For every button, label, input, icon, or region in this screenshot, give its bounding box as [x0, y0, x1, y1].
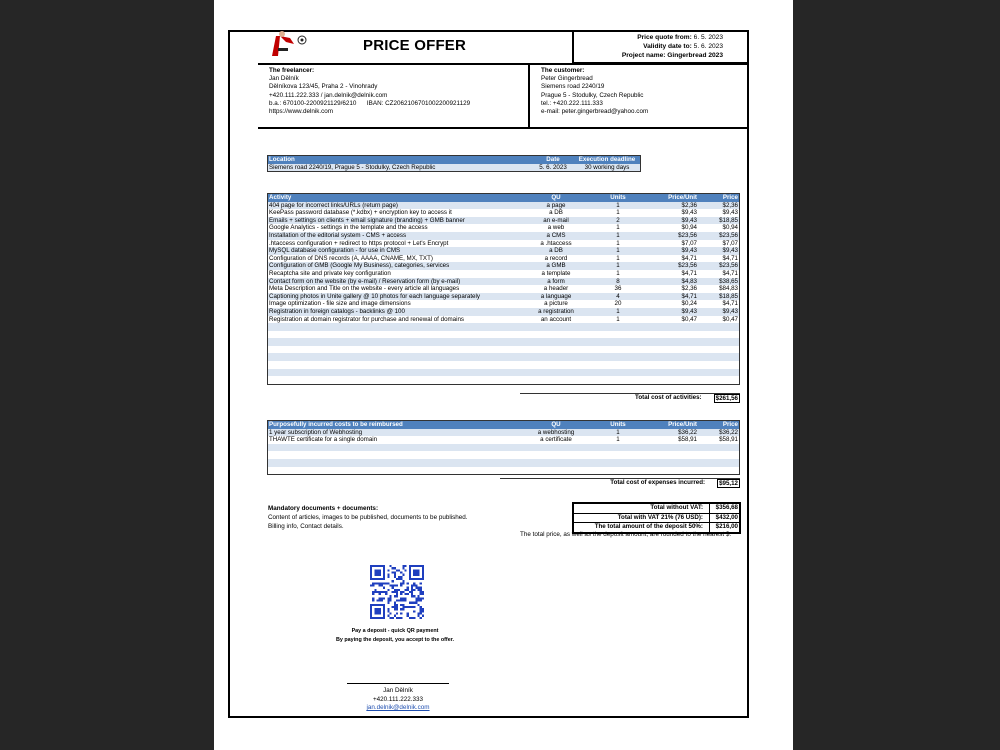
- expense-qu-cell: [520, 451, 592, 459]
- activity-price-cell: $9,43: [698, 247, 740, 255]
- activity-row: [268, 217, 740, 225]
- expense-price-cell: [698, 467, 740, 475]
- expense-row: [268, 429, 740, 437]
- activity-row: [268, 240, 740, 248]
- activity-qu-cell: an account: [520, 316, 592, 324]
- totals-box: [572, 502, 741, 534]
- activity-price-cell: [698, 376, 740, 384]
- activity-units-cell: 4: [592, 293, 644, 301]
- expense-row: [268, 436, 740, 444]
- activity-row: [268, 353, 740, 361]
- activity-description-cell: [268, 331, 521, 339]
- activity-price-unit-cell: $23,56: [644, 232, 698, 240]
- expenses-total-label: Total cost of expenses incurred:: [610, 479, 706, 486]
- activity-units-cell: 1: [592, 224, 644, 232]
- activity-units-cell: 1: [592, 316, 644, 324]
- location-row: [268, 164, 641, 172]
- expense-row: [268, 467, 740, 475]
- activity-price-cell: [698, 323, 740, 331]
- activity-qu-cell: a page: [520, 202, 592, 210]
- activity-price-cell: $2,36: [698, 202, 740, 210]
- rounding-note: The total price, as well as the deposit amount, are rounded to the nearest $.: [520, 531, 732, 538]
- price-unit-header: Price/Unit: [644, 194, 698, 202]
- activity-price-cell: $23,56: [698, 232, 740, 240]
- freelancer-heading: The freelancer:: [269, 67, 315, 74]
- activity-qu-cell: [520, 323, 592, 331]
- activity-price-unit-cell: $9,43: [644, 308, 698, 316]
- activity-price-unit-cell: $0,94: [644, 224, 698, 232]
- activity-price-unit-cell: [644, 376, 698, 384]
- activity-price-unit-cell: [644, 331, 698, 339]
- location-cell: Siemens road 2240/19, Prague 5 - Stodulky, Czech Republic: [268, 164, 533, 172]
- activity-units-cell: 8: [592, 278, 644, 286]
- customer-line: e-mail: peter.gingerbread@yahoo.com: [541, 108, 649, 116]
- activity-units-cell: [592, 353, 644, 361]
- activity-qu-cell: a DB: [520, 209, 592, 217]
- mandatory-line: Content of articles, images to be published, documents to be published.: [268, 514, 468, 521]
- activity-description-cell: Registration in foreign catalogs - backlinks @ 100: [268, 308, 521, 316]
- deadline-cell: 30 working days: [574, 164, 641, 172]
- expense-price-unit-cell: [644, 459, 698, 467]
- football-player-logo-icon: [268, 30, 308, 58]
- mandatory-heading: Mandatory documents + documents:: [268, 505, 379, 512]
- activities-total-value: $261,56: [715, 395, 738, 402]
- total-with-vat-row: [574, 513, 739, 523]
- freelancer-line: +420.111.222.333 / jan.delnik@delnik.com: [269, 91, 388, 99]
- total-without-vat-row: [574, 504, 739, 513]
- activity-description-cell: Emails + settings on clients + email signature (branding) + GMB banner: [268, 217, 521, 225]
- expense-price-cell: $58,91: [698, 436, 740, 444]
- activity-description-cell: Configuration of DNS records (A, AAAA, CNAME, MX, TXT): [268, 255, 521, 263]
- quote-info-box: [572, 30, 749, 64]
- activity-price-unit-cell: $23,56: [644, 262, 698, 270]
- activity-price-cell: $84,83: [698, 285, 740, 293]
- expense-description-cell: [268, 444, 521, 452]
- activity-description-cell: Contact form on the website (by e-mail) / Reservation form (by e-mail): [268, 278, 521, 286]
- activity-units-cell: [592, 338, 644, 346]
- expense-price-cell: [698, 451, 740, 459]
- signature-phone: +420.111.222.333: [372, 695, 423, 703]
- activity-price-cell: $23,56: [698, 262, 740, 270]
- activity-header: Activity: [268, 194, 521, 202]
- activity-price-cell: $0,47: [698, 316, 740, 324]
- project-value: Gingerbread 2023: [667, 52, 723, 59]
- activity-row: [268, 247, 740, 255]
- activity-qu-cell: [520, 376, 592, 384]
- activity-units-cell: 1: [592, 308, 644, 316]
- activity-price-unit-cell: $9,43: [644, 217, 698, 225]
- expense-price-header: Price: [698, 421, 740, 429]
- activity-qu-cell: a .htaccess: [520, 240, 592, 248]
- signature-name: Jan Dělník: [383, 687, 413, 694]
- activity-row: [268, 285, 740, 293]
- activity-description-cell: [268, 353, 521, 361]
- expense-row: [268, 444, 740, 452]
- expense-header: Purposefully incurred costs to be reimbursed: [268, 421, 521, 429]
- activity-row: [268, 262, 740, 270]
- activity-price-unit-cell: [644, 353, 698, 361]
- activity-description-cell: Image optimization - file size and image dimensions: [268, 300, 521, 308]
- activity-price-cell: [698, 353, 740, 361]
- activity-units-cell: 1: [592, 202, 644, 210]
- activity-description-cell: Configuration of GMB (Google My Business), categories, services: [268, 262, 521, 270]
- expense-qu-cell: a webhosting: [520, 429, 592, 437]
- activity-price-unit-cell: $4,71: [644, 255, 698, 263]
- activity-row: [268, 209, 740, 217]
- activity-price-unit-cell: [644, 323, 698, 331]
- expenses-header-row: [268, 421, 740, 429]
- page-title: PRICE OFFER: [363, 37, 467, 54]
- activity-price-cell: $7,07: [698, 240, 740, 248]
- activity-qu-cell: a header: [520, 285, 592, 293]
- price-header: Price: [698, 194, 740, 202]
- activity-row: [268, 323, 740, 331]
- activity-price-cell: $9,43: [698, 209, 740, 217]
- expense-row: [268, 459, 740, 467]
- activity-price-cell: [698, 369, 740, 377]
- activity-row: [268, 224, 740, 232]
- activity-qu-cell: a CMS: [520, 232, 592, 240]
- activity-price-unit-cell: [644, 346, 698, 354]
- activity-description-cell: Recaptcha site and private key configuration: [268, 270, 521, 278]
- activity-units-cell: 1: [592, 240, 644, 248]
- expense-price-unit-cell: [644, 444, 698, 452]
- customer-line: Peter Gingerbread: [541, 75, 593, 83]
- expenses-total-value: $95,12: [719, 480, 738, 487]
- activities-total: [520, 393, 740, 403]
- parties-divider: [528, 63, 530, 129]
- total-with-vat-value: $432,00: [709, 514, 738, 523]
- activity-price-unit-cell: [644, 369, 698, 377]
- customer-heading: The customer:: [541, 67, 585, 74]
- location-header-row: [268, 156, 641, 164]
- activity-units-cell: 2: [592, 217, 644, 225]
- activity-row: [268, 361, 740, 369]
- activity-price-cell: $4,71: [698, 300, 740, 308]
- activity-row: [268, 316, 740, 324]
- activity-qu-cell: a DB: [520, 247, 592, 255]
- units-header: Units: [592, 194, 644, 202]
- date-header: Date: [532, 156, 574, 164]
- activity-qu-cell: a template: [520, 270, 592, 278]
- activity-qu-cell: a picture: [520, 300, 592, 308]
- activity-description-cell: Installation of the editorial system - CMS + access: [268, 232, 521, 240]
- activity-price-cell: $4,71: [698, 255, 740, 263]
- activity-price-unit-cell: [644, 338, 698, 346]
- expense-units-header: Units: [592, 421, 644, 429]
- total-with-vat-label: Total with VAT 21% (76 USD):: [617, 513, 703, 521]
- activity-description-cell: MySQL database configuration - for use in CMS: [268, 247, 521, 255]
- qr-caption-line: By paying the deposit, you accept to the offer.: [335, 637, 454, 643]
- activity-qu-cell: [520, 369, 592, 377]
- activity-description-cell: [268, 361, 521, 369]
- expense-units-cell: 1: [592, 436, 644, 444]
- activity-row: [268, 293, 740, 301]
- activity-row: [268, 376, 740, 384]
- activity-row: [268, 300, 740, 308]
- activity-qu-cell: a form: [520, 278, 592, 286]
- activity-units-cell: 1: [592, 270, 644, 278]
- expense-units-cell: [592, 467, 644, 475]
- activities-total-label: Total cost of activities:: [635, 394, 702, 401]
- freelancer-block: [269, 67, 470, 116]
- activity-qu-cell: a GMB: [520, 262, 592, 270]
- activity-units-cell: [592, 346, 644, 354]
- activity-units-cell: 1: [592, 209, 644, 217]
- activity-description-cell: [268, 338, 521, 346]
- activity-description-cell: Registration at domain registrator for purchase and renewal of domains: [268, 316, 521, 324]
- qu-header: QU: [520, 194, 592, 202]
- expense-price-unit-cell: [644, 451, 698, 459]
- activity-qu-cell: [520, 331, 592, 339]
- quote-from-value: 6. 5. 2023: [693, 34, 723, 41]
- activity-row: [268, 338, 740, 346]
- activity-description-cell: 404 page for incorrect links/URLs (return page): [268, 202, 521, 210]
- activity-qu-cell: [520, 353, 592, 361]
- expense-description-cell: [268, 451, 521, 459]
- customer-block: [541, 67, 648, 116]
- activity-qu-cell: [520, 338, 592, 346]
- validity-label: Validity date to:: [643, 43, 692, 50]
- freelancer-line: https://www.delnik.com: [269, 108, 334, 116]
- activity-price-cell: [698, 331, 740, 339]
- expense-qu-cell: [520, 459, 592, 467]
- quote-from-label: Price quote from:: [637, 34, 692, 41]
- activity-price-cell: [698, 338, 740, 346]
- expenses-table: [267, 420, 740, 475]
- activity-qu-cell: a web: [520, 224, 592, 232]
- activity-row: [268, 369, 740, 377]
- mandatory-line: Billing info, Contact details.: [268, 523, 344, 530]
- expense-units-cell: 1: [592, 429, 644, 437]
- activity-row: [268, 270, 740, 278]
- activities-header-row: [268, 194, 740, 202]
- expense-price-unit-cell: $36,22: [644, 429, 698, 437]
- activity-units-cell: [592, 323, 644, 331]
- expense-price-cell: [698, 459, 740, 467]
- activity-description-cell: Meta Description and Title on the website - every article all languages: [268, 285, 521, 293]
- activity-units-cell: [592, 331, 644, 339]
- activity-price-unit-cell: $9,43: [644, 247, 698, 255]
- freelancer-line: Dělníkova 123/45, Praha 2 - Vinohrady: [269, 83, 378, 91]
- activity-row: [268, 331, 740, 339]
- activity-price-unit-cell: $2,36: [644, 285, 698, 293]
- activity-price-unit-cell: $7,07: [644, 240, 698, 248]
- activity-price-unit-cell: $4,71: [644, 293, 698, 301]
- activity-units-cell: 1: [592, 262, 644, 270]
- activity-price-unit-cell: $0,47: [644, 316, 698, 324]
- expense-qu-cell: a certificate: [520, 436, 592, 444]
- customer-line: Siemens road 2240/19: [541, 83, 605, 91]
- expense-units-cell: [592, 459, 644, 467]
- expense-qu-cell: [520, 444, 592, 452]
- expense-qu-header: QU: [520, 421, 592, 429]
- activity-price-cell: [698, 361, 740, 369]
- activity-price-cell: $0,94: [698, 224, 740, 232]
- customer-line: Prague 5 - Stodulky, Czech Republic: [541, 91, 644, 99]
- activity-units-cell: [592, 376, 644, 384]
- expense-qu-cell: [520, 467, 592, 475]
- activity-price-cell: $38,65: [698, 278, 740, 286]
- freelancer-line: Jan Dělník: [269, 75, 299, 83]
- activities-table: [267, 193, 740, 385]
- signature-block: [318, 687, 478, 713]
- qr-caption: [300, 627, 490, 645]
- activity-units-cell: 1: [592, 232, 644, 240]
- validity-value: 5. 6. 2023: [693, 43, 723, 50]
- activity-row: [268, 232, 740, 240]
- activity-units-cell: 1: [592, 255, 644, 263]
- activity-units-cell: 36: [592, 285, 644, 293]
- expense-price-unit-cell: $58,91: [644, 436, 698, 444]
- deposit-value: $216,00: [709, 523, 738, 532]
- expense-row: [268, 451, 740, 459]
- activity-description-cell: .htaccess configuration + redirect to https protocol + Let's Encrypt: [268, 240, 521, 248]
- activity-qu-cell: [520, 361, 592, 369]
- mandatory-documents: [268, 504, 468, 531]
- total-without-vat-value: $356,68: [709, 504, 738, 513]
- activity-qu-cell: a language: [520, 293, 592, 301]
- activity-units-cell: [592, 361, 644, 369]
- deadline-header: Execution deadline: [574, 156, 641, 164]
- activity-description-cell: KeePass password database (*.kdbx) + encryption key to access it: [268, 209, 521, 217]
- expense-description-cell: 1 year subscription of Webhosting: [268, 429, 521, 437]
- activity-price-cell: [698, 346, 740, 354]
- activity-qu-cell: [520, 346, 592, 354]
- activity-description-cell: [268, 376, 521, 384]
- activity-description-cell: [268, 323, 521, 331]
- activity-price-unit-cell: $4,83: [644, 278, 698, 286]
- activity-row: [268, 202, 740, 210]
- expense-description-cell: THAWTE certificate for a single domain: [268, 436, 521, 444]
- expense-price-unit-header: Price/Unit: [644, 421, 698, 429]
- activity-price-cell: $9,43: [698, 308, 740, 316]
- activity-units-cell: [592, 369, 644, 377]
- activity-row: [268, 346, 740, 354]
- deposit-label: The total amount of the deposit 50%:: [594, 523, 703, 531]
- signature-email-link[interactable]: jan.delnik@delnik.com: [366, 704, 430, 711]
- expense-units-cell: [592, 451, 644, 459]
- activity-description-cell: Google Analytics - settings in the template and the access: [268, 224, 521, 232]
- expense-description-cell: [268, 467, 521, 475]
- activity-description-cell: [268, 346, 521, 354]
- location-table: [267, 155, 641, 172]
- activity-units-cell: 20: [592, 300, 644, 308]
- activity-units-cell: 1: [592, 247, 644, 255]
- qr-caption-line: Pay a deposit - quick QR payment: [351, 628, 439, 634]
- expense-price-cell: [698, 444, 740, 452]
- activity-row: [268, 255, 740, 263]
- activity-qu-cell: a record: [520, 255, 592, 263]
- activity-price-cell: $18,85: [698, 217, 740, 225]
- activity-price-unit-cell: [644, 361, 698, 369]
- total-without-vat-label: Total without VAT:: [650, 504, 703, 511]
- activity-row: [268, 308, 740, 316]
- activity-price-unit-cell: $0,24: [644, 300, 698, 308]
- activity-price-unit-cell: $2,36: [644, 202, 698, 210]
- activity-price-unit-cell: $4,71: [644, 270, 698, 278]
- expense-description-cell: [268, 459, 521, 467]
- activity-price-cell: $4,71: [698, 270, 740, 278]
- location-header: Location: [268, 156, 533, 164]
- qr-code-icon[interactable]: [370, 565, 424, 619]
- activity-qu-cell: a registration: [520, 308, 592, 316]
- activity-description-cell: [268, 369, 521, 377]
- expense-price-cell: $36,22: [698, 429, 740, 437]
- activity-row: [268, 278, 740, 286]
- activity-description-cell: Captioning photos in Unite gallery @ 10 photos for each language separately: [268, 293, 521, 301]
- signature-line: [347, 683, 449, 684]
- freelancer-line: b.a.: 670100-2200921129/6210 IBAN: CZ2062106701002200921129: [269, 99, 471, 107]
- expenses-total: [500, 478, 740, 488]
- activity-price-cell: $18,85: [698, 293, 740, 301]
- date-cell: 5. 6. 2023: [532, 164, 574, 172]
- customer-line: tel.: +420.222.111.333: [541, 99, 603, 107]
- activity-qu-cell: an e-mail: [520, 217, 592, 225]
- expense-price-unit-cell: [644, 467, 698, 475]
- activity-price-unit-cell: $9,43: [644, 209, 698, 217]
- expense-units-cell: [592, 444, 644, 452]
- project-label: Project name:: [621, 52, 666, 59]
